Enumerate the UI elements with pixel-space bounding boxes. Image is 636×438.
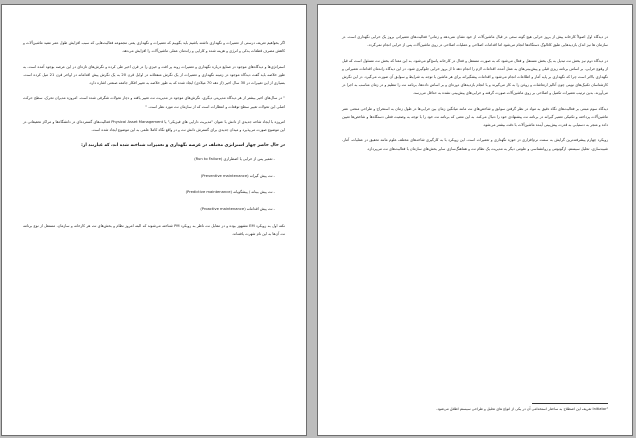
paragraph: رویکرد چهارم پیشرفته‌ترین گرایش به سمت نرم‌افزاری در حوزه نگهداری و تعمیرات است. این رویکرد با به کارگیری شاخه‌های مختلف علوم مانند تحقیق در عملیات، آمار، شبیه‌سازی، تحلیل سیستم، ارگونومی و روانشناسی و علومی دیگر به مدیریت یک نظام نت و هماهنگ‌سازی سایر بخش‌های سازمان با فعالیت‌های نت می‌پردازد. [342,138,608,151]
paragraph: اگر بخواهیم تعریف درستی از تعمیرات و نگهداری داشته باشیم باید بگوییم که تعمیرات و نگهداری یعنی مجموعه فعالیت‌هایی که سبب افزایش طول عمر مفید ماشین‌آلات و کاهش مصرف قطعات یدکی و انرژی و هزینه شده و کارایی و راندمان عملی ماشین‌آلات را افزایش می‌دهد. [23,41,285,54]
footnote-divider [532,403,608,404]
strategy-list [23,155,285,213]
paragraph: امروزه با ایجاد شاخه جدیدی از دانش با عنوان "مدیریت دارایی های فیزیکی" یا Physical Asset Management فعالیت‌های گسترده‌ای در دانشگاه‌ها و مراکز تحقیقاتی در این موضوع صورت می‌پذیرد و میدان جدیدی برای گسترش دانش نت و در واقع نگاه کاملا علمی به این موضوع ایجاد شده است. [23,120,285,133]
paragraph: در دیدگاه دوم نیز بخش نت تبدیل به یک بخش مستقل و فعال می‌شود که به صورت مستقل و فعال در کارخانه پاسخ‌گو می‌شود. به این معنا که بخش نت مسئول است که قبل از وقوع خرابی، بر اساس برنامه ریزی قبلی و پیش‌بینی‌های به عمل آمده، اقدامات لازم را انجام دهد تا از بروز خرابی جلوگیری شود. در این دیدگاه راندمان اقدامات تعمیراتی و نگهداری بالاتر است چرا که نگهداری بر پایه آمار و اطلاعات انجام می‌شود و اقدامات پیشگیرانه برای هر ماشین با توجه به شرایط و سوابق آن صورت می‌گیرد. در این نگرش کارشناسان تکنیک‌های نوینی چون آنالیز ارتعاشات و روغن را به کار می‌گیرند و با انجام بازدیدهای دوره‌ای و بر اساس داده‌ها، برنامه نت را تنظیم و در زمان مناسب به اجرا در می‌آورند. بدین ترتیب تعمیرات تکمیل و اصلاحی بر روی ماشین‌آلات صورت گرفته و خرابی‌های پیش‌بینی نشده به حداقل می‌رسد. [342,58,608,96]
list-item: - تعمیر پس از خرابی یا اضطراری (Run to Failure) [23,155,275,163]
document-page-right [317,4,633,436]
paragraph: استراتژی‌ها و دیدگاه‌های موجود در صنایع درباره نگهداری و تعمیرات روند پر افت و خیزی را در قرن اخیر طی کرده و نگرش‌های تازه‌ای در این عرصه بوجود آمده است. به طور خلاصه باید گفت دیدگاه موجود در زمینه نگهداری و تعمیرات از یک نگرش منفعلانه در اوایل قرن 20 به یک نگرش پیش اقدامانه در اواخر قرن 21 میل کرده است. بسیاری از این تغییرات در 30 سال اخیر (از دهه 70 میلادی) ایجاد شده که به طور خلاصه به تغییر افکار جامعه صنعتی اشاره دارد. [23,64,285,85]
page-right-body [342,33,608,160]
paragraph: دیدگاه سوم مبتنی بر فعالیت‌های نگاه دقیق به مواد در نظر گرفتن سوابق و شاخص‌های نت مانند میانگین زمان بین خرابی‌ها در طول زمان به استخراج و طراحی منحنی عمر ماشین‌آلات پرداخته و تکنیکی تعمیر گیرانه در برنامه نت پیشنهادی خود را دنبال می‌کند. به این معنی که برنامه نت خود را با توجه به وضعیت فعلی دستگاه‌ها و شاخص‌ها تعیین داده و منجر به دستیابی به قدرت پیش‌بینی آینده ماشین‌آلات با دقت بیشتر می‌شود. [342,106,608,127]
list-item: - نت پیش گیرانه (Preventive maintenance) [23,172,275,180]
paragraph: " در سال‌های اخیر بیشتر از هر دیدگاه مدیریتی دیگری، نگرش‌های موجود در مدیریت نت تغییر یافته و دچار تحولات شگرفی شده است. امروزه مدیران تحرک، سطح حرکت اصلی این تحولات تغییر سطح توقعات و انتظارات است که از سازمان نت مورد نظر است. " [23,96,285,109]
paragraph: نکته اول به رویکرد EM مشهور بوده و در مقابل نت ناظر به رویکرد PM شناخته می‌شوند که البته امروز نظام و بخش‌های نت هر کارخانه و سازمان، مستقل از نوع برنامه نت آن‌ها به این نام شهرت یافته‌اند. [23,223,285,236]
document-page-left [1,4,307,436]
footnote: Initiator¹ تعریف این اصطلاح به ساختار استخدامی آن در یکی از انواع های تحلیل و طراحی سیستم اطلاق می‌شود. [436,407,608,411]
page-left-body [23,39,285,245]
list-item: - نت پیش بینانه / پیشگویانه (Predictive maintenance) [23,188,275,196]
list-item: - نت پیش اقدامانه (Proactive maintenance) [23,205,275,213]
section-heading: در حال حاضر چهار استراتژی مختلف در عرصه نگهداری و تعمیرات شناخته شده اند، که عبارتند از: [81,142,285,148]
paragraph: در دیدگاه اول اصولاً کارخانه پیش از بروز خرابی هیچ گونه سعی در قبال ماشین‌آلات از خود نشان نمی‌دهد و زمانی¹ فعالیت‌های تعمیراتی بروز یک خرابی نگهداری است. در سازمان ها نیز اندک بازدیدهایی طبق کاتالوگ دستگاه‌ها انجام می‌شود اما اقدامات اصلاحی و عملیات اصلاحی در روی ماشین‌آلات پس از خرابی انجام نمی‌گردد. [342,35,608,48]
